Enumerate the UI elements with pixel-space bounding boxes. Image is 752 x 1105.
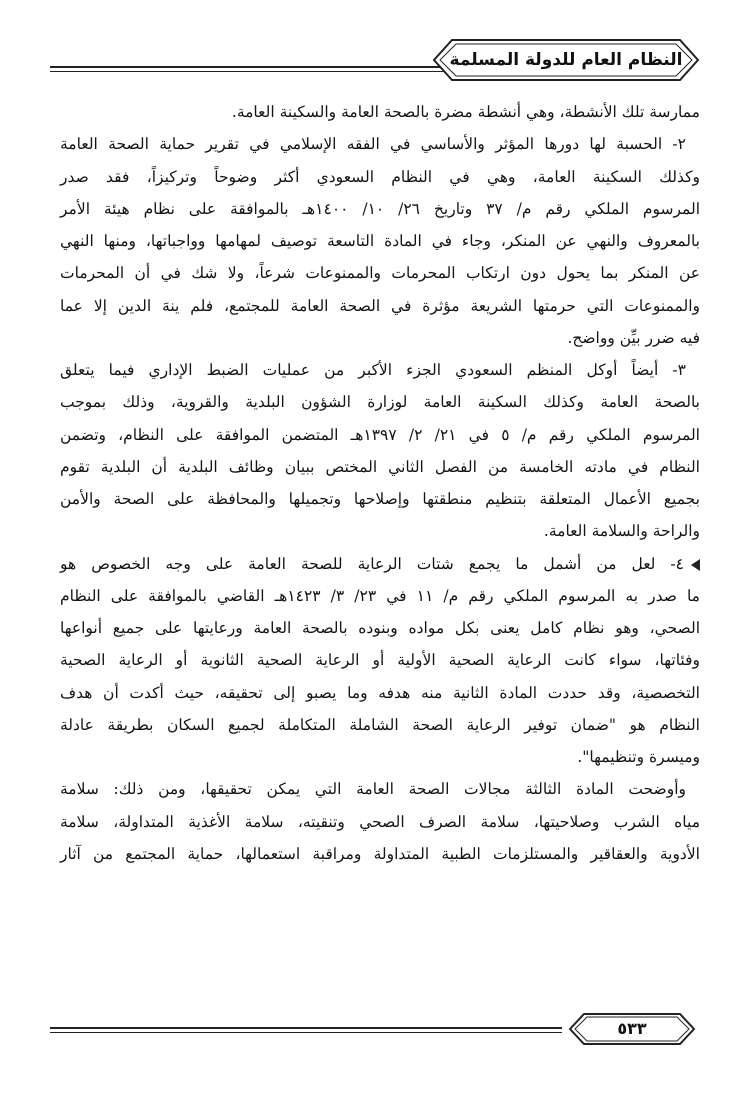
title-frame <box>432 38 700 82</box>
text-line: بالمعروف والنهي عن المنكر، وجاء في المادة التاسعة توصيف لمهامها وواجباتها، ومنها النهي <box>60 232 700 250</box>
page-footer <box>50 1008 700 1048</box>
text-line: الأدوية والعقاقير والمستلزمات الطبية المتداولة ومراقبة استعمالها، حماية المجتمع من آثار <box>60 844 700 863</box>
text-line: فيه ضرر بيِّن وواضح. <box>567 328 700 347</box>
page-number-frame <box>568 1012 696 1046</box>
text-line: وفئاتها، سواء كانت الرعاية الصحية الأولية أو الرعاية الصحية الثانوية أو الرعاية الصحية <box>60 651 700 670</box>
text-line: والممنوعات التي حرمتها الشريعة مؤثرة في الصحة العامة للمجتمع، فلم ينهَ الدين إلا عما <box>60 296 700 315</box>
text-line: بجميع الأعمال المتعلقة بتنظيم منطقتها وإصلاحها وتجميلها والمحافظة على الصحة والأمن <box>60 490 700 508</box>
text-line: ما صدر به المرسوم الملكي رقم م/ ١١ في ٢٣/ ٣/ ١٤٢٣هـ القاضي بالموافقة على النظام <box>60 586 700 605</box>
text-line: المرسوم الملكي رقم م/ ٣٧ وتاريخ ٢٦/ ١٠/ ١٤٠٠هـ بالموافقة على نظام هيئة الأمر <box>60 199 701 218</box>
text-line: ٤- لعل من أشمل ما يجمع شتات الرعاية للصحة العامة على وجه الخصوص هو <box>60 548 700 580</box>
text-line: وميسرة وتنظيمها". <box>577 748 700 766</box>
text-line: الصحي، وهو نظام كامل يعنى بكل مواده وبنوده بالصحة العامة ورعايتها على جميع أنواعها <box>60 619 700 637</box>
text-line: النظام هو "ضمان توفير الرعاية الصحة الشاملة المتكاملة لجميع السكان بطريقة عادلة <box>60 715 700 734</box>
text-line: ٢- الحسبة لها دورها المؤثر والأساسي في الفقه الإسلامي في تقرير حماية الصحة العامة <box>60 135 686 154</box>
text-line: ٣- أيضاً أوكل المنظم السعودي الجزء الأكبر من عمليات الضبط الإداري فيما يتعلق <box>60 361 686 379</box>
footer-rule-thin <box>50 1032 562 1033</box>
text-line: التخصصية، وقد حددت المادة الثانية منه هدفه وما يصبو إلى تحقيقه، حيث أكدت أن هدف <box>60 683 700 702</box>
text-line: مياه الشرب وصلاحيتها، سلامة الصرف الصحي وتنقيته، سلامة الأغذية المتداولة، سلامة <box>60 812 700 831</box>
text-line: ممارسة تلك الأنشطة، وهي أنشطة مضرة بالصحة العامة والسكينة العامة. <box>231 103 700 121</box>
text-line: بالصحة العامة وكذلك السكينة العامة لوزارة الشؤون البلدية والقروية، وذلك بموجب <box>60 393 700 412</box>
header-rule-thin <box>50 71 450 72</box>
page-number: ٥٣٣ <box>617 1019 647 1038</box>
text-line: والراحة والسلامة العامة. <box>543 522 700 541</box>
text-line: المرسوم الملكي رقم م/ ٥ في ٢١/ ٢/ ١٣٩٧هـ المتضمن الموافقة على النظام، وتضمن <box>60 425 700 444</box>
header-rule <box>50 66 450 68</box>
footer-rule <box>50 1027 562 1029</box>
body-text <box>60 96 700 996</box>
book-title: النظام العام للدولة المسلمة <box>449 50 683 70</box>
text-line: النظام في مادته الخامسة من الفصل الثاني المختص ببيان وظائف البلدية أن البلدية تقوم <box>60 457 700 476</box>
text-line: وكذلك السكينة العامة، وهي في النظام السعودي أكثر وضوحاً وتركيزاً، فقد صدر <box>60 167 700 186</box>
text-line: عن المنكر بما يحول دون ارتكاب المحرمات والممنوعات شرعاً، ولا شك في أن المحرمات <box>60 264 700 283</box>
running-header <box>50 38 700 84</box>
text-line: وأوضحت المادة الثالثة مجالات الصحة العامة التي يمكن تحقيقها، ومن ذلك: سلامة <box>60 780 686 799</box>
